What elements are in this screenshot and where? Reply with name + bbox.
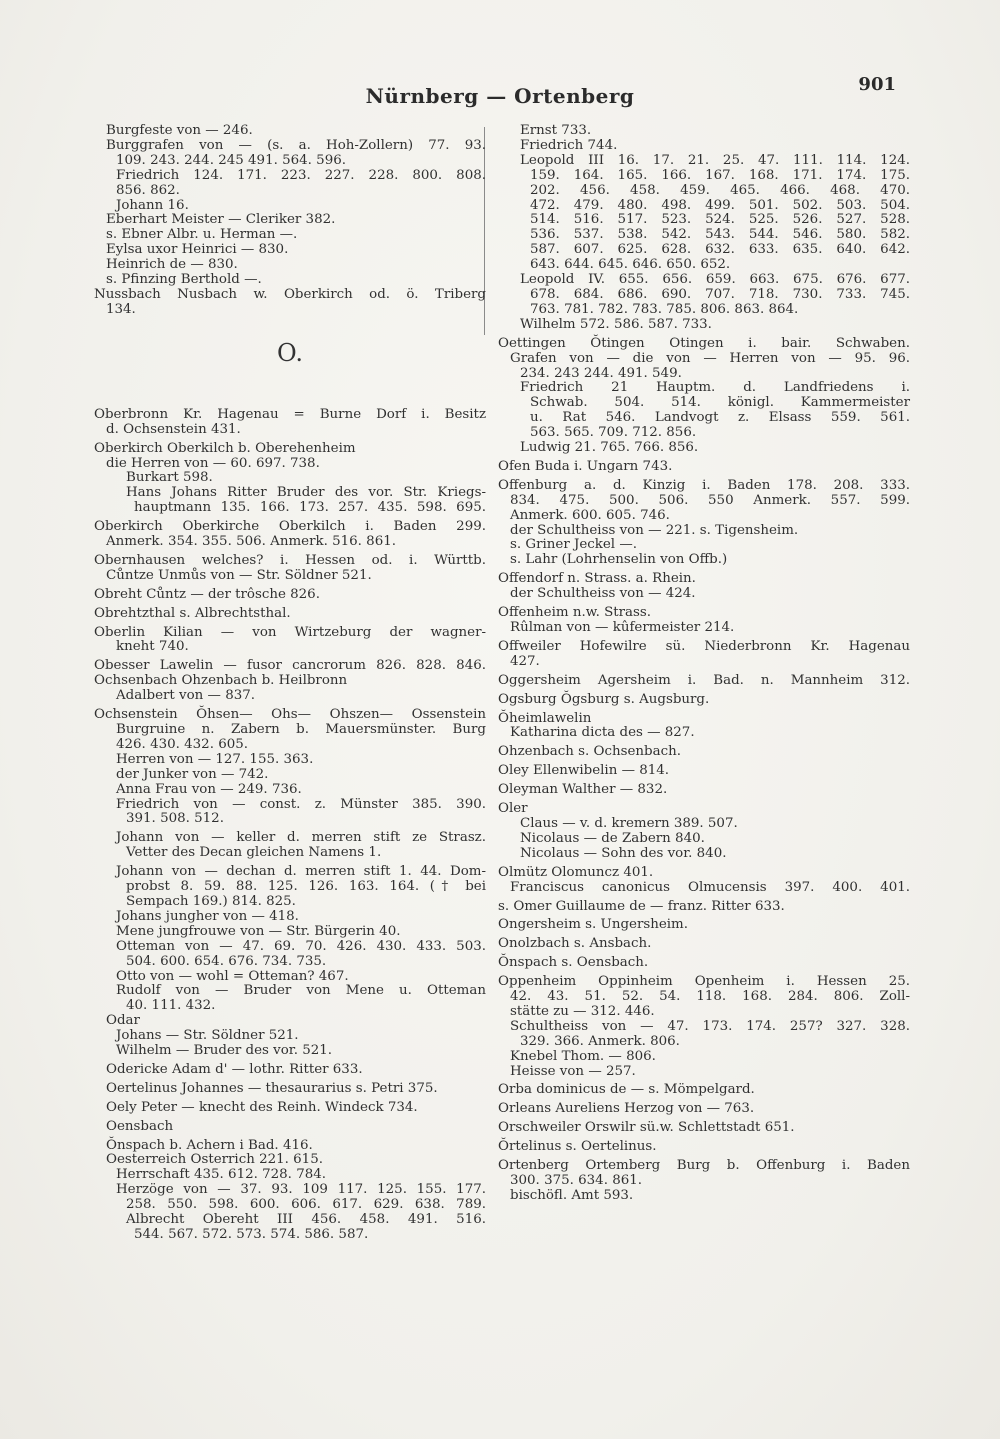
index-line: 391. 508. 512. bbox=[126, 811, 224, 827]
index-line: 40. 111. 432. bbox=[126, 998, 216, 1014]
index-line: Oleyman Walther — 832. bbox=[498, 782, 668, 798]
index-line: 536. 537. 538. 542. 543. 544. 546. 580. 582. bbox=[530, 227, 910, 243]
index-line: Albrecht Obereht III 456. 458. 491. 516. bbox=[126, 1212, 486, 1228]
index-line: 427. bbox=[510, 653, 540, 669]
index-line: Herrschaft 435. 612. 728. 784. bbox=[116, 1167, 327, 1183]
index-line: Burgfeste von — 246. bbox=[106, 123, 253, 138]
index-line: 678. 684. 686. 690. 707. 718. 730. 733. 745. bbox=[530, 286, 910, 302]
index-line: Eberhart Meister — Cleriker 382. bbox=[106, 212, 336, 228]
left-column bbox=[94, 124, 486, 1243]
index-line: probst 8. 59. 88. 125. 126. 163. 164. († bei bbox=[126, 879, 486, 895]
index-line: 643. 644. 645. 646. 650. 652. bbox=[530, 257, 731, 273]
index-line: s. Griner Jeckel —. bbox=[510, 537, 637, 553]
index-line: 234. 243 244. 491. 549. bbox=[520, 365, 682, 381]
index-line: Burgruine n. Zabern b. Mauersmünster. Burg bbox=[116, 722, 486, 737]
index-line: Onolzbach s. Ansbach. bbox=[498, 936, 652, 952]
index-line: 202. 456. 458. 459. 465. 466. 468. 470. bbox=[530, 182, 910, 198]
index-line: Knebel Thom. — 806. bbox=[510, 1048, 656, 1064]
index-line: Vetter des Decan gleichen Namens 1. bbox=[126, 845, 382, 861]
index-line: Oely Peter — knecht des Reinh. Windeck 734. bbox=[106, 1099, 418, 1115]
index-line: bischöfl. Amt 593. bbox=[510, 1187, 634, 1203]
index-line: der Junker von — 742. bbox=[116, 766, 269, 782]
index-line: Offenburg a. d. Kinzig i. Baden 178. 208. 333. bbox=[498, 477, 910, 493]
right-column bbox=[498, 124, 910, 1204]
index-line: Orba dominicus de — s. Mömpelgard. bbox=[498, 1082, 755, 1098]
index-line: Oertelinus Johannes — thesaurarius s. Petri 375. bbox=[106, 1080, 438, 1096]
index-line: Odar bbox=[106, 1013, 140, 1029]
index-line: Oettingen Ŏtingen Otingen i. bair. Schwaben. bbox=[498, 335, 910, 351]
index-line: Otto von — wohl = Otteman? 467. bbox=[116, 968, 349, 984]
index-line: 563. 565. 709. 712. 856. bbox=[530, 425, 697, 441]
index-line: Leopold III 16. 17. 21. 25. 47. 111. 114. 124. bbox=[520, 152, 910, 168]
index-line: Friedrich 744. bbox=[520, 137, 618, 153]
index-line: Obrehtzthal s. Albrechtsthal. bbox=[94, 605, 291, 621]
index-line: 329. 366. Anmerk. 806. bbox=[520, 1033, 680, 1049]
index-line: s. Lahr (Lohrhenselin von Offb.) bbox=[510, 552, 728, 568]
index-line: Leopold IV. 655. 656. 659. 663. 675. 676. 677. bbox=[520, 272, 910, 288]
index-line: Ohzenbach s. Ochsenbach. bbox=[498, 744, 681, 760]
index-line: Adalbert von — 837. bbox=[116, 688, 256, 704]
index-line: Anmerk. 600. 605. 746. bbox=[510, 507, 670, 523]
index-line: Obesser Lawelin — fusor cancrorum 826. 828. 846. bbox=[94, 658, 486, 674]
index-line: Anna Frau von — 249. 736. bbox=[116, 781, 302, 797]
index-line: der Schultheiss von — 424. bbox=[510, 586, 696, 602]
index-line: Offendorf n. Strass. a. Rhein. bbox=[498, 571, 696, 587]
index-line: 763. 781. 782. 783. 785. 806. 863. 864. bbox=[530, 301, 799, 317]
index-line: 42. 43. 51. 52. 54. 118. 168. 284. 806. Zoll- bbox=[510, 989, 910, 1005]
index-line: Cůntze Unmůs von — Str. Söldner 521. bbox=[106, 567, 372, 583]
index-line: Johann 16. bbox=[116, 197, 189, 213]
index-line: Ŏnspach b. Achern i Bad. 416. bbox=[106, 1137, 313, 1153]
index-line: Hans Johans Ritter Bruder des vor. Str. Kriegs- bbox=[126, 485, 486, 501]
index-line: Friedrich 124. 171. 223. 227. 228. 800. 808. bbox=[116, 167, 486, 183]
running-header: Nürnberg — Ortenberg bbox=[365, 84, 635, 108]
index-line: 544. 567. 572. 573. 574. 586. 587. bbox=[134, 1227, 369, 1242]
index-line: Oberlin Kilian — von Wirtzeburg der wagner- bbox=[94, 624, 486, 640]
index-line: s. Ebner Albr. u. Herman —. bbox=[106, 227, 298, 243]
section-letter: O. bbox=[277, 338, 303, 367]
index-line: Olmütz Olomuncz 401. bbox=[498, 864, 654, 880]
index-line: 856. 862. bbox=[116, 182, 180, 198]
index-line: hauptmann 135. 166. 173. 257. 435. 598. 695. bbox=[134, 500, 486, 516]
index-line: Ernst 733. bbox=[520, 123, 592, 138]
index-line: 472. 479. 480. 498. 499. 501. 502. 503. 504. bbox=[530, 197, 910, 213]
index-line: Otteman von — 47. 69. 70. 426. 430. 433. 503. bbox=[116, 938, 486, 954]
index-line: Ŏnspach s. Oensbach. bbox=[498, 955, 649, 971]
index-line: Schultheiss von — 47. 173. 174. 257? 327. 328. bbox=[510, 1018, 910, 1034]
index-line: Mene jungfrouwe von — Str. Bürgerin 40. bbox=[116, 923, 401, 939]
index-line: 426. 430. 432. 605. bbox=[116, 736, 249, 752]
index-line: 300. 375. 634. 861. bbox=[510, 1173, 643, 1188]
index-line: Ochsenstein Ŏhsen— Ohs— Ohszen— Ossenstein bbox=[94, 707, 486, 723]
index-line: Orleans Aureliens Herzog von — 763. bbox=[498, 1101, 755, 1117]
index-line: Schwab. 504. 514. königl. Kammermeister bbox=[530, 395, 910, 411]
index-line: Oensbach bbox=[106, 1118, 174, 1134]
index-line: Ogsburg Ŏgsburg s. Augsburg. bbox=[498, 691, 710, 707]
index-line: Rudolf von — Bruder von Mene u. Otteman bbox=[116, 983, 486, 999]
index-line: Claus — v. d. kremern 389. 507. bbox=[520, 815, 738, 831]
index-line: Sempach 169.) 814. 825. bbox=[126, 893, 296, 909]
index-line: Nicolaus — Sohn des vor. 840. bbox=[520, 845, 727, 861]
index-line: Friedrich 21 Hauptm. d. Landfriedens i. bbox=[520, 380, 910, 396]
index-line: Ofen Buda i. Ungarn 743. bbox=[498, 458, 673, 474]
index-line: Johann von — keller d. merren stift ze Strasz. bbox=[116, 830, 486, 846]
index-line: s. Omer Guillaume de — franz. Ritter 633. bbox=[498, 898, 785, 914]
index-line: s. Pfinzing Berthold —. bbox=[106, 272, 262, 288]
index-line: Nicolaus — de Zabern 840. bbox=[520, 830, 705, 846]
index-line: Anmerk. 354. 355. 506. Anmerk. 516. 861. bbox=[106, 534, 396, 550]
index-line: Johann von — dechan d. merren stift 1. 44. Dom- bbox=[116, 864, 486, 880]
index-line: 159. 164. 165. 166. 167. 168. 171. 174. 175. bbox=[530, 167, 910, 183]
index-line: Ludwig 21. 765. 766. 856. bbox=[520, 440, 699, 456]
index-line: Ochsenbach Ohzenbach b. Heilbronn bbox=[94, 673, 348, 689]
index-line: Offweiler Hofewilre sü. Niederbronn Kr. Hagenau bbox=[498, 638, 910, 654]
index-line: kneht 740. bbox=[116, 639, 189, 655]
index-line: 834. 475. 500. 506. 550 Anmerk. 557. 599. bbox=[510, 492, 910, 508]
index-line: Ŏrtelinus s. Oertelinus. bbox=[498, 1139, 657, 1155]
index-line: Nussbach Nusbach w. Oberkirch od. ö. Triberg bbox=[94, 286, 486, 302]
index-line: Johans — Str. Söldner 521. bbox=[116, 1028, 299, 1044]
index-line: 514. 516. 517. 523. 524. 525. 526. 527. 528. bbox=[530, 212, 910, 228]
index-line: u. Rat 546. Landvogt z. Elsass 559. 561. bbox=[530, 410, 910, 426]
index-line: Oesterreich Osterrich 221. 615. bbox=[106, 1152, 323, 1168]
index-line: der Schultheiss von — 221. s. Tigensheim. bbox=[510, 522, 799, 538]
index-line: 134. bbox=[106, 301, 136, 317]
index-line: Obreht Cůntz — der trôsche 826. bbox=[94, 586, 320, 602]
index-line: Oler bbox=[498, 801, 528, 817]
index-line: Johans jungher von — 418. bbox=[116, 908, 299, 924]
index-line: 258. 550. 598. 600. 606. 617. 629. 638. 789. bbox=[126, 1197, 486, 1213]
index-line: Obernhausen welches? i. Hessen od. i. Württb. bbox=[94, 552, 486, 568]
index-line: Rûlman von — kûfermeister 214. bbox=[510, 620, 735, 635]
index-line: Oley Ellenwibelin — 814. bbox=[498, 763, 670, 779]
index-line: die Herren von — 60. 697. 738. bbox=[106, 455, 320, 471]
index-line: Burggrafen von — (s. a. Hoh-Zollern) 77. 93. bbox=[106, 137, 486, 153]
index-line: Orschweiler Orswilr sü.w. Schlettstadt 651. bbox=[498, 1120, 795, 1136]
index-line: Wilhelm — Bruder des vor. 521. bbox=[116, 1043, 333, 1059]
index-line: Oberbronn Kr. Hagenau = Burne Dorf i. Besitz bbox=[94, 406, 486, 422]
index-line: Herzöge von — 37. 93. 109 117. 125. 155. 177. bbox=[116, 1182, 486, 1198]
index-line: d. Ochsenstein 431. bbox=[106, 421, 241, 437]
index-line: Burkart 598. bbox=[126, 470, 213, 486]
page-number: 901 bbox=[858, 74, 896, 95]
index-line: Ŏheimlawelin bbox=[498, 710, 592, 726]
index-line: Wilhelm 572. 586. 587. 733. bbox=[520, 316, 712, 332]
index-line: Eylsa uxor Heinrici — 830. bbox=[106, 242, 289, 258]
index-line: Heisse von — 257. bbox=[510, 1063, 636, 1079]
index-line: Katharina dicta des — 827. bbox=[510, 725, 695, 741]
index-line: Herren von — 127. 155. 363. bbox=[116, 751, 314, 767]
index-line: Odericke Adam d' — lothr. Ritter 633. bbox=[106, 1061, 363, 1077]
index-line: Offenheim n.w. Strass. bbox=[498, 605, 652, 621]
index-line: Franciscus canonicus Olmucensis 397. 400. 401. bbox=[510, 879, 910, 895]
index-line: Heinrich de — 830. bbox=[106, 257, 238, 273]
index-line: Oberkirch Oberkirche Oberkilch i. Baden 299. bbox=[94, 519, 486, 535]
index-line: Friedrich von — const. z. Münster 385. 390. bbox=[116, 796, 486, 812]
index-line: Ortenberg Ortemberg Burg b. Offenburg i. Baden bbox=[498, 1158, 910, 1174]
index-line: 587. 607. 625. 628. 632. 633. 635. 640. 642. bbox=[530, 242, 910, 258]
index-line: Grafen von — die von — Herren von — 95. 96. bbox=[510, 350, 910, 366]
index-line: Oberkirch Oberkilch b. Oberehenheim bbox=[94, 440, 356, 456]
index-line: stätte zu — 312. 446. bbox=[510, 1003, 655, 1019]
index-line: Ongersheim s. Ungersheim. bbox=[498, 917, 689, 933]
index-line: 109. 243. 244. 245 491. 564. 596. bbox=[116, 152, 346, 168]
index-line: Oppenheim Oppinheim Openheim i. Hessen 25. bbox=[498, 974, 910, 990]
index-line: Oggersheim Agersheim i. Bad. n. Mannheim 312. bbox=[498, 672, 910, 688]
index-line: 504. 600. 654. 676. 734. 735. bbox=[126, 953, 327, 969]
